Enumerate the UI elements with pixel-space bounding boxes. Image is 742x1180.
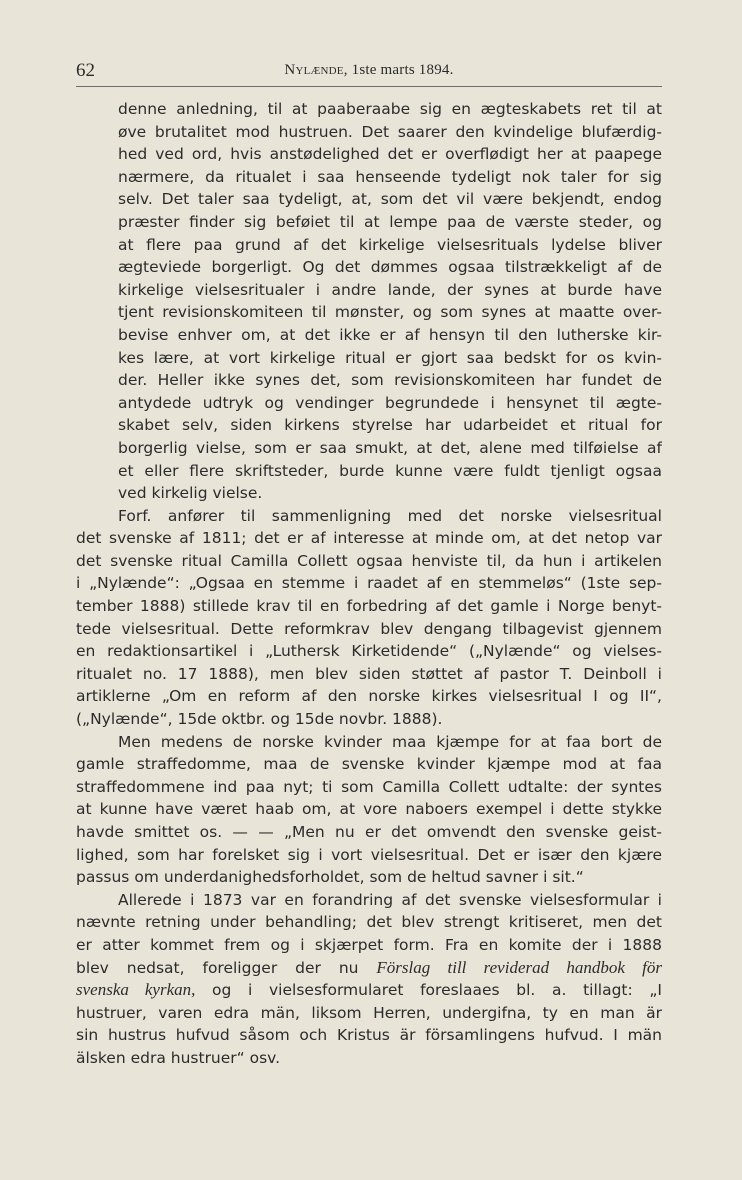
text-line	[76, 911, 662, 934]
line-text: Men medens de norske kvinder maa kjæmpe for at faa bort de	[118, 732, 662, 751]
line-text: kirkelige vielsesritualer i andre lande, der synes at burde have	[118, 280, 662, 299]
line-text: hed ved ord, hvis anstødelighed det er overflødigt her at paapege	[118, 145, 662, 164]
line-text: gamle straffedomme, maa de svenske kvinder kjæmpe mod at faa	[76, 755, 662, 774]
line-text: lighed, som har forelsket sig i vort vielsesritual. Det er især den kjære	[76, 845, 662, 864]
line-text: denne anledning, til at paaberaabe sig en ægteskabets ret til at	[118, 100, 662, 118]
text-line	[76, 505, 662, 528]
text-line	[76, 98, 662, 121]
text-line	[76, 121, 662, 144]
text-line	[76, 821, 662, 844]
text-line	[76, 1024, 662, 1047]
line-text: at flere paa grund af det kirkelige vielsesrituals lydelse bliver	[118, 235, 662, 254]
text-line	[76, 279, 662, 302]
line-text: sin hustrus hufvud såsom och Kristus är församlingens hufvud. I män	[76, 1026, 662, 1045]
text-line	[76, 482, 662, 505]
text-line	[76, 550, 662, 573]
text-line	[76, 301, 662, 324]
line-text: tember 1888) stillede krav til en forbedring af det gamle i Norge benyt-	[76, 597, 662, 616]
italic-title: Förslag till reviderad handbok för	[376, 957, 662, 977]
text-line	[76, 143, 662, 166]
line-text: („Nylænde“, 15de oktbr. og 15de novbr. 1888).	[76, 710, 443, 729]
line-text: der. Heller ikke synes det, som revisionskomiteen har fundet de	[118, 371, 662, 390]
text-line	[76, 731, 662, 754]
journal-title: Nylænde	[284, 62, 344, 78]
line-text: og i vielsesformularet foreslaaes bl. a. tillagt: „I	[195, 981, 662, 1000]
page-number: 62	[76, 60, 95, 81]
text-line	[76, 934, 662, 957]
line-text: ægteviede borgerligt. Og det dømmes ogsaa tilstrækkeligt af de	[118, 258, 662, 277]
line-text: Forf. anfører til sammenligning med det norske vielsesritual	[118, 506, 662, 525]
line-text: selv. Det taler saa tydeligt, at, som det vil være bekjendt, endog	[118, 190, 662, 209]
line-text: hustruer, varen edra män, liksom Herren, undergifna, ty en man är	[76, 1003, 662, 1022]
italic-title: svenska kyrkan,	[76, 980, 196, 1000]
line-text: øve brutalitet mod hustruen. Det saarer den kvindelige blufærdig-	[118, 122, 662, 141]
line-text: at kunne have været haab om, at vore naboers exempel i dette stykke	[76, 800, 662, 819]
line-text: er atter kommet frem og i skjærpet form. Fra en komite der i 1888	[76, 935, 662, 954]
text-line	[76, 527, 662, 550]
text-line	[76, 957, 662, 980]
text-line	[76, 347, 662, 370]
running-header	[76, 60, 662, 84]
line-text: ritualet no. 17 1888), men blev siden støttet af pastor T. Deinboll i	[76, 664, 662, 683]
text-line	[76, 640, 662, 663]
text-line	[76, 866, 662, 889]
text-line	[76, 188, 662, 211]
text-line	[76, 414, 662, 437]
text-line	[76, 618, 662, 641]
line-text: blev nedsat, foreligger der nu	[76, 958, 377, 977]
line-text: det svenske ritual Camilla Collett ogsaa henviste til, da hun i artikelen	[76, 551, 662, 570]
line-text: tjent revisionskomiteen til mønster, og som synes at maatte over-	[118, 303, 662, 322]
text-line	[76, 1002, 662, 1025]
line-text: det svenske af 1811; det er af interesse at minde om, at det netop var	[76, 529, 662, 548]
text-line	[76, 663, 662, 686]
line-text: Allerede i 1873 var en forandring af det svenske vielsesformular i	[118, 890, 662, 909]
line-text: en redaktionsartikel i „Luthersk Kirketidende“ („Nylænde“ og vielses-	[76, 642, 662, 661]
running-title	[76, 62, 662, 79]
text-line	[76, 392, 662, 415]
line-text: nærmere, da ritualet i saa henseende tydeligt nok taler for sig	[118, 167, 662, 186]
text-line	[76, 460, 662, 483]
text-line	[76, 211, 662, 234]
line-text: i „Nylænde“: „Ogsaa en stemme i raadet af en stemmeløs“ (1ste sep-	[76, 574, 662, 593]
text-line	[76, 166, 662, 189]
text-line	[76, 708, 662, 731]
line-text: havde smittet os. — — „Men nu er det omvendt den svenske geist-	[76, 823, 662, 841]
line-text: præster finder sig beføiet til at lempe paa de værste steder, og	[118, 212, 662, 231]
text-line	[76, 685, 662, 708]
issue-date: , 1ste marts 1894.	[343, 62, 454, 78]
text-line	[76, 572, 662, 595]
line-text: straffedommene ind paa nyt; ti som Camilla Collett udtalte: der syntes	[76, 777, 662, 796]
line-text: ved kirkelig vielse.	[118, 484, 263, 503]
article-body	[76, 98, 662, 1070]
line-text: borgerlig vielse, som er saa smukt, at det, alene med tilføielse af	[118, 438, 662, 457]
line-text: antydede udtryk og vendinger begrundede i hensynet til ægte-	[118, 393, 662, 412]
text-line	[76, 753, 662, 776]
text-line	[76, 1047, 662, 1070]
line-text: tede vielsesritual. Dette reformkrav blev dengang tilbagevist gjennem	[76, 619, 662, 638]
text-line	[76, 324, 662, 347]
text-line	[76, 256, 662, 279]
text-line	[76, 437, 662, 460]
text-line	[76, 234, 662, 257]
text-line	[76, 776, 662, 799]
line-text: kes lære, at vort kirkelige ritual er gjort saa bedskt for os kvin-	[118, 348, 662, 367]
text-line	[76, 798, 662, 821]
line-text: passus om underdanighedsforholdet, som de heltud savner i sit.“	[76, 868, 584, 887]
line-text: skabet selv, siden kirkens styrelse har udarbeidet et ritual for	[118, 416, 662, 435]
text-line	[76, 889, 662, 912]
line-text: artiklerne „Om en reform af den norske kirkes vielsesritual I og II“,	[76, 687, 662, 706]
line-text: bevise enhver om, at det ikke er af hensyn til den lutherske kir-	[118, 325, 662, 344]
header-rule	[76, 86, 662, 87]
text-line	[76, 844, 662, 867]
line-text: et eller flere skriftsteder, burde kunne være fuldt tjenligt ogsaa	[118, 461, 662, 480]
text-line	[76, 595, 662, 618]
line-text: nævnte retning under behandling; det blev strengt kritiseret, men det	[76, 913, 662, 932]
line-text: älsken edra hustruer“ osv.	[76, 1048, 281, 1067]
text-line	[76, 979, 662, 1002]
text-line	[76, 369, 662, 392]
